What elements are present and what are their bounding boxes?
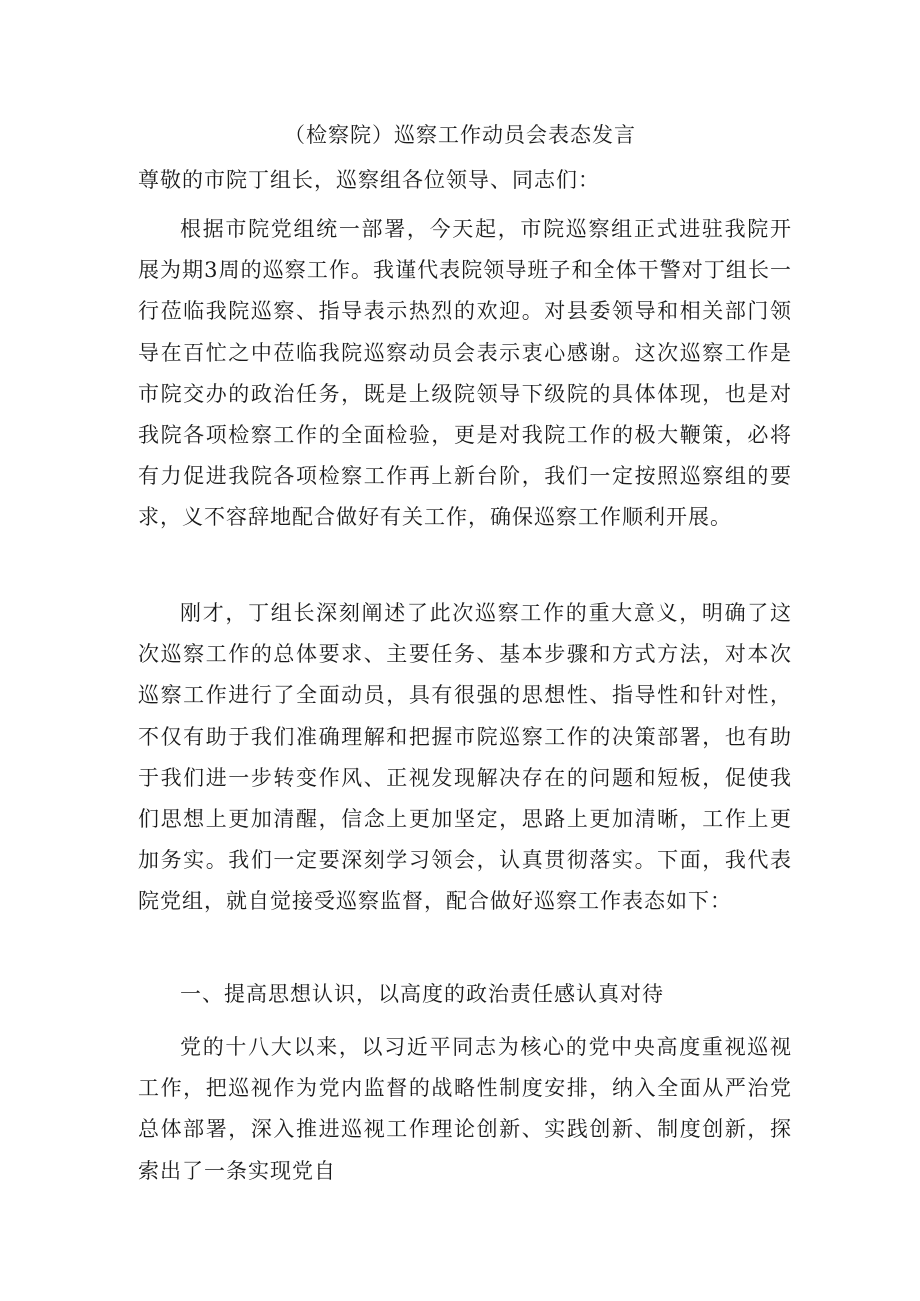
document-title: （检察院）巡察工作动员会表态发言 [284,123,636,147]
paragraph: 党的十八大以来，以习近平同志为核心的党中央高度重视巡视工作，把巡视作为党内监督的战略性制度安排，纳入全面从严治党总体部署，深入推进巡视工作理论创新、实践创新、制度创新，探索出了一条实现党自 [138,1035,792,1183]
paragraph: 刚才，丁组长深刻阐述了此次巡察工作的重大意义，明确了这次巡察工作的总体要求、主要任务、基本步骤和方式方法，对本次巡察工作进行了全面动员，具有很强的思想性、指导性和针对性，不仅有助于我们准确理解和把握市院巡察工作的决策部署，也有助于我们进一步转变作风、正视发现解决存在的问题和短板，促使我们思想上更加清醒，信念上更加坚定，思路上更加清晰，工作上更加务实。我们一定要深刻学习领会，认真贯彻落实。下面，我代表院党组，就自觉接受巡察监督，配合做好巡察工作表态如下： [138,601,792,914]
section-heading: 一、提高思想认识，以高度的政治责任感认真对待 [180,982,664,1006]
paragraph: 根据市院党组统一部署，今天起，市院巡察组正式进驻我院开展为期3周的巡察工作。我谨代表院领导班子和全体干警对丁组长一行莅临我院巡察、指导表示热烈的欢迎。对县委领导和相关部门领导在百忙之中莅临我院巡察动员会表示衷心感谢。这次巡察工作是市院交办的政治任务，既是上级院领导下级院的具体体现，也是对我院各项检察工作的全面检验，更是对我院工作的极大鞭策，必将有力促进我院各项检察工作再上新台阶，我们一定按照巡察组的要求，义不容辞地配合做好有关工作，确保巡察工作顺利开展。 [138,217,792,530]
salutation: 尊敬的市院丁组长，巡察组各位领导、同志们： [138,168,600,192]
